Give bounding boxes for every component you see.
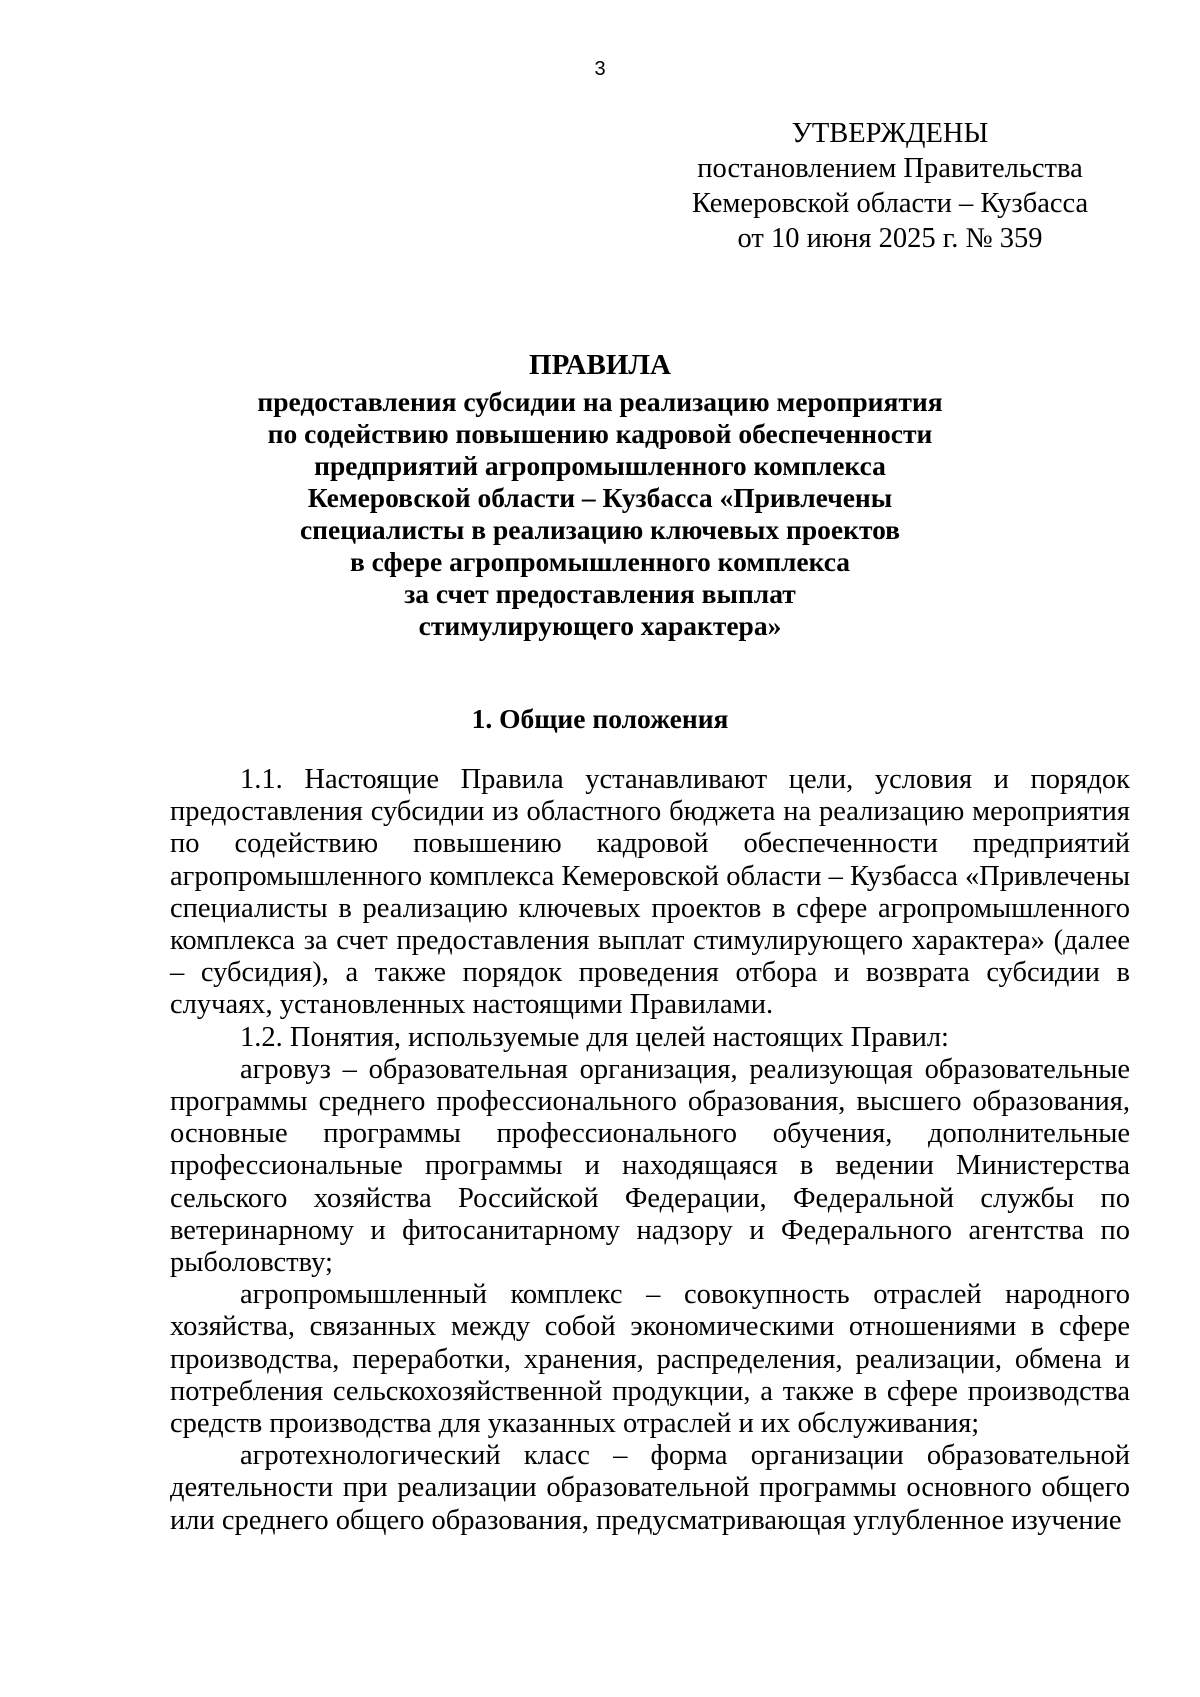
title-subtitle-line: специалисты в реализацию ключевых проектов <box>299 514 901 545</box>
section-heading: 1. Общие положения <box>471 703 729 734</box>
title-heading: ПРАВИЛА <box>529 349 671 381</box>
definition-agrotech-class: агротехнологический класс – форма организации образовательной деятельности при реализации образовательной программы основного общего или среднего общего образования, предусматривающая углубленное изучение <box>170 1440 1130 1536</box>
paragraph-1-1: 1.1. Настоящие Правила устанавливают цели, условия и порядок предоставления субсидии из областного бюджета на реализацию мероприятия по содействию повышению кадровой обеспеченности предприятий агропромышленного комплекса Кемеровской области – Кузбасса «Привлечены специалисты в реализацию ключевых проектов в сфере агропромышленного комплекса за счет предоставления выплат стимулирующего характера» (далее – субсидия), а также порядок проведения отбора и возврата субсидии в случаях, установленных настоящими Правилами. <box>170 764 1130 1021</box>
approval-date-number: от 10 июня 2025 г. № 359 <box>737 223 1043 254</box>
approval-issuer: постановлением Правительства <box>697 153 1083 184</box>
document-title <box>170 346 1030 642</box>
definition-agrovuz: агровуз – образовательная организация, реализующая образовательные программы среднего профессионального образования, высшего образования, основные программы профессионального обучения, дополнительные профессиональные программы и находящаяся в ведении Министерства сельского хозяйства Российской Федерации, Федеральной службы по ветеринарному и фитосанитарному надзору и Федерального агентства по рыболовству; <box>170 1053 1130 1279</box>
title-subtitle-line: предоставления субсидии на реализацию мероприятия <box>257 386 943 417</box>
approval-region: Кемеровской области – Кузбасса <box>691 188 1089 219</box>
title-subtitle-line: стимулирующего характера» <box>418 610 782 641</box>
title-subtitle-line: предприятий агропромышленного комплекса <box>314 450 886 481</box>
section-body <box>170 764 1130 1537</box>
title-subtitle-line: за счет предоставления выплат <box>404 578 796 609</box>
definition-agro-complex: агропромышленный комплекс – совокупность отраслей народного хозяйства, связанных между собой экономическими отношениями в сфере производства, переработки, хранения, распределения, реализации, обмена и потребления сельскохозяйственной продукции, а также в сфере производства средств производства для указанных отраслей и их обслуживания; <box>170 1279 1130 1440</box>
title-subtitle-line: по содействию повышению кадровой обеспеченности <box>267 418 933 449</box>
page-number: 3 <box>594 58 606 80</box>
approval-block <box>660 116 1120 256</box>
approval-status: УТВЕРЖДЕНЫ <box>791 118 989 149</box>
title-subtitle-line: в сфере агропромышленного комплекса <box>349 546 851 577</box>
paragraph-1-2: 1.2. Понятия, используемые для целей настоящих Правил: <box>240 1021 949 1053</box>
title-subtitle-line: Кемеровской области – Кузбасса «Привлечены <box>307 482 893 513</box>
